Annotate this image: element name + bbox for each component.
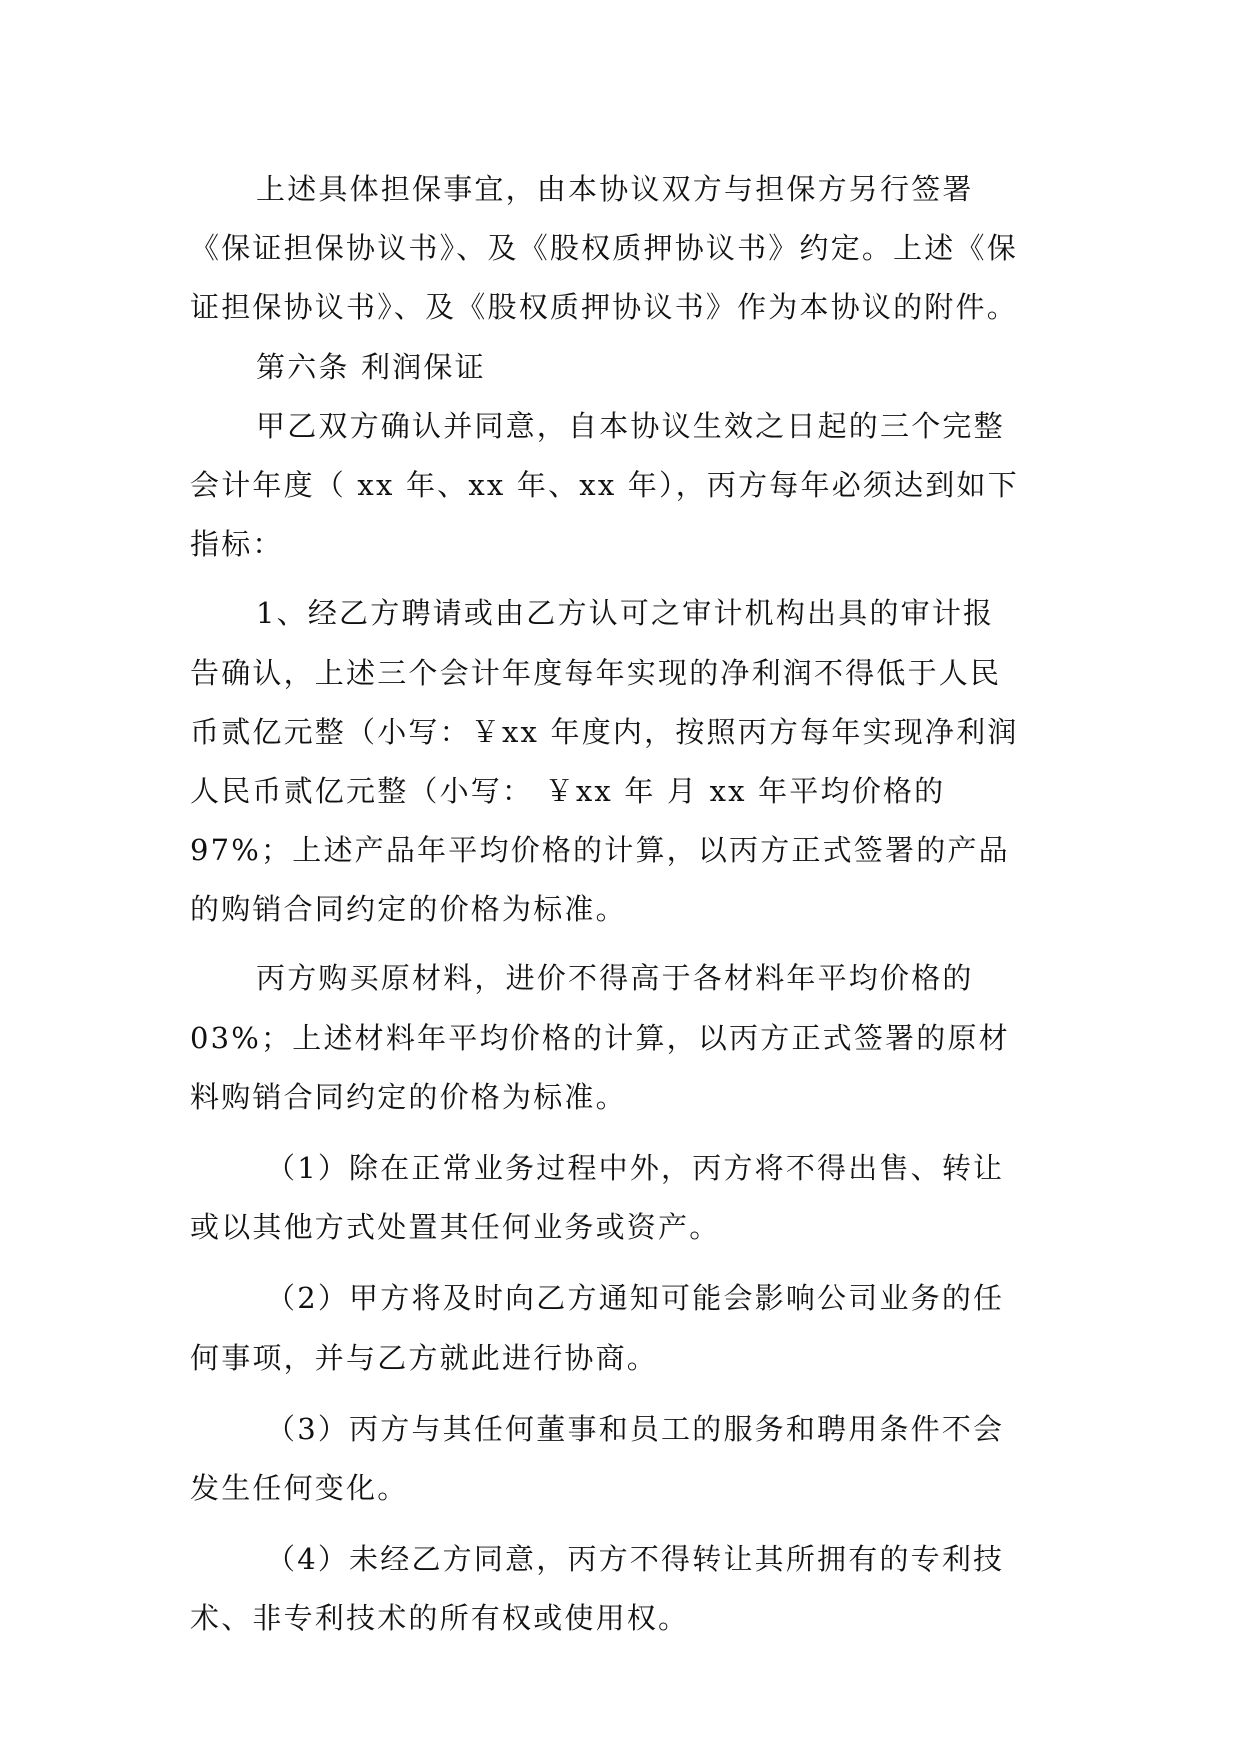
text-line: 甲乙双方确认并同意，自本协议生效之日起的三个完整 <box>256 408 1005 443</box>
text-line: 料购销合同约定的价格为标准。 <box>190 1079 627 1114</box>
text-line: 币贰亿元整（小写：￥xx 年度内，按照丙方每年实现净利润 <box>190 714 1019 749</box>
text-line: （2）甲方将及时向乙方通知可能会影响公司业务的任 <box>266 1281 1005 1316</box>
text-line: 上述具体担保事宜，由本协议双方与担保方另行签署 <box>256 172 974 206</box>
section-heading-article-6 <box>190 338 1060 397</box>
paragraph-item-1 <box>190 584 1060 939</box>
text-line: 人民币贰亿元整（小写： ￥xx 年 月 xx 年平均价格的 <box>190 773 946 808</box>
text-line: 发生任何变化。 <box>190 1470 409 1505</box>
text-line: 何事项，并与乙方就此进行协商。 <box>190 1340 659 1375</box>
paragraph-guarantee-matters <box>190 160 1060 338</box>
text-line: 指标： <box>190 527 284 562</box>
text-line: 97%；上述产品年平均价格的计算，以丙方正式签署的产品 <box>190 833 1010 868</box>
text-line: （4）未经乙方同意，丙方不得转让其所拥有的专利技 <box>266 1542 1005 1577</box>
paragraph-profit-guarantee-intro <box>190 397 1060 575</box>
text-line: 会计年度（ xx 年、xx 年、xx 年），丙方每年必须达到如下 <box>190 467 1019 502</box>
paragraph-raw-materials <box>190 949 1060 1127</box>
paragraph-subitem-1 <box>190 1139 1060 1257</box>
text-line: 1、经乙方聘请或由乙方认可之审计机构出具的审计报 <box>256 596 995 631</box>
paragraph-subitem-2 <box>190 1269 1060 1387</box>
text-line: 03%；上述材料年平均价格的计算，以丙方正式签署的原材 <box>190 1020 1010 1055</box>
text-line: 的购销合同约定的价格为标准。 <box>190 892 627 927</box>
text-line: 《保证担保协议书》、及《股权质押协议书》约定。上述《保 <box>190 231 1018 266</box>
text-line: 丙方购买原材料，进价不得高于各材料年平均价格的 <box>256 961 974 996</box>
paragraph-subitem-3 <box>190 1400 1060 1518</box>
document-body <box>190 160 1060 1649</box>
text-line: 证担保协议书》、及《股权质押协议书》作为本协议的附件。 <box>190 290 1018 325</box>
text-line: 或以其他方式处置其任何业务或资产。 <box>190 1210 721 1245</box>
text-line: 术、非专利技术的所有权或使用权。 <box>190 1601 690 1636</box>
section-heading: 第六条 利润保证 <box>256 349 486 384</box>
paragraph-subitem-4 <box>190 1530 1060 1648</box>
text-line: 告确认，上述三个会计年度每年实现的净利润不得低于人民 <box>190 655 1002 690</box>
text-line: （3）丙方与其任何董事和员工的服务和聘用条件不会 <box>266 1411 1005 1446</box>
text-line: （1）除在正常业务过程中外，丙方将不得出售、转让 <box>266 1151 1005 1185</box>
